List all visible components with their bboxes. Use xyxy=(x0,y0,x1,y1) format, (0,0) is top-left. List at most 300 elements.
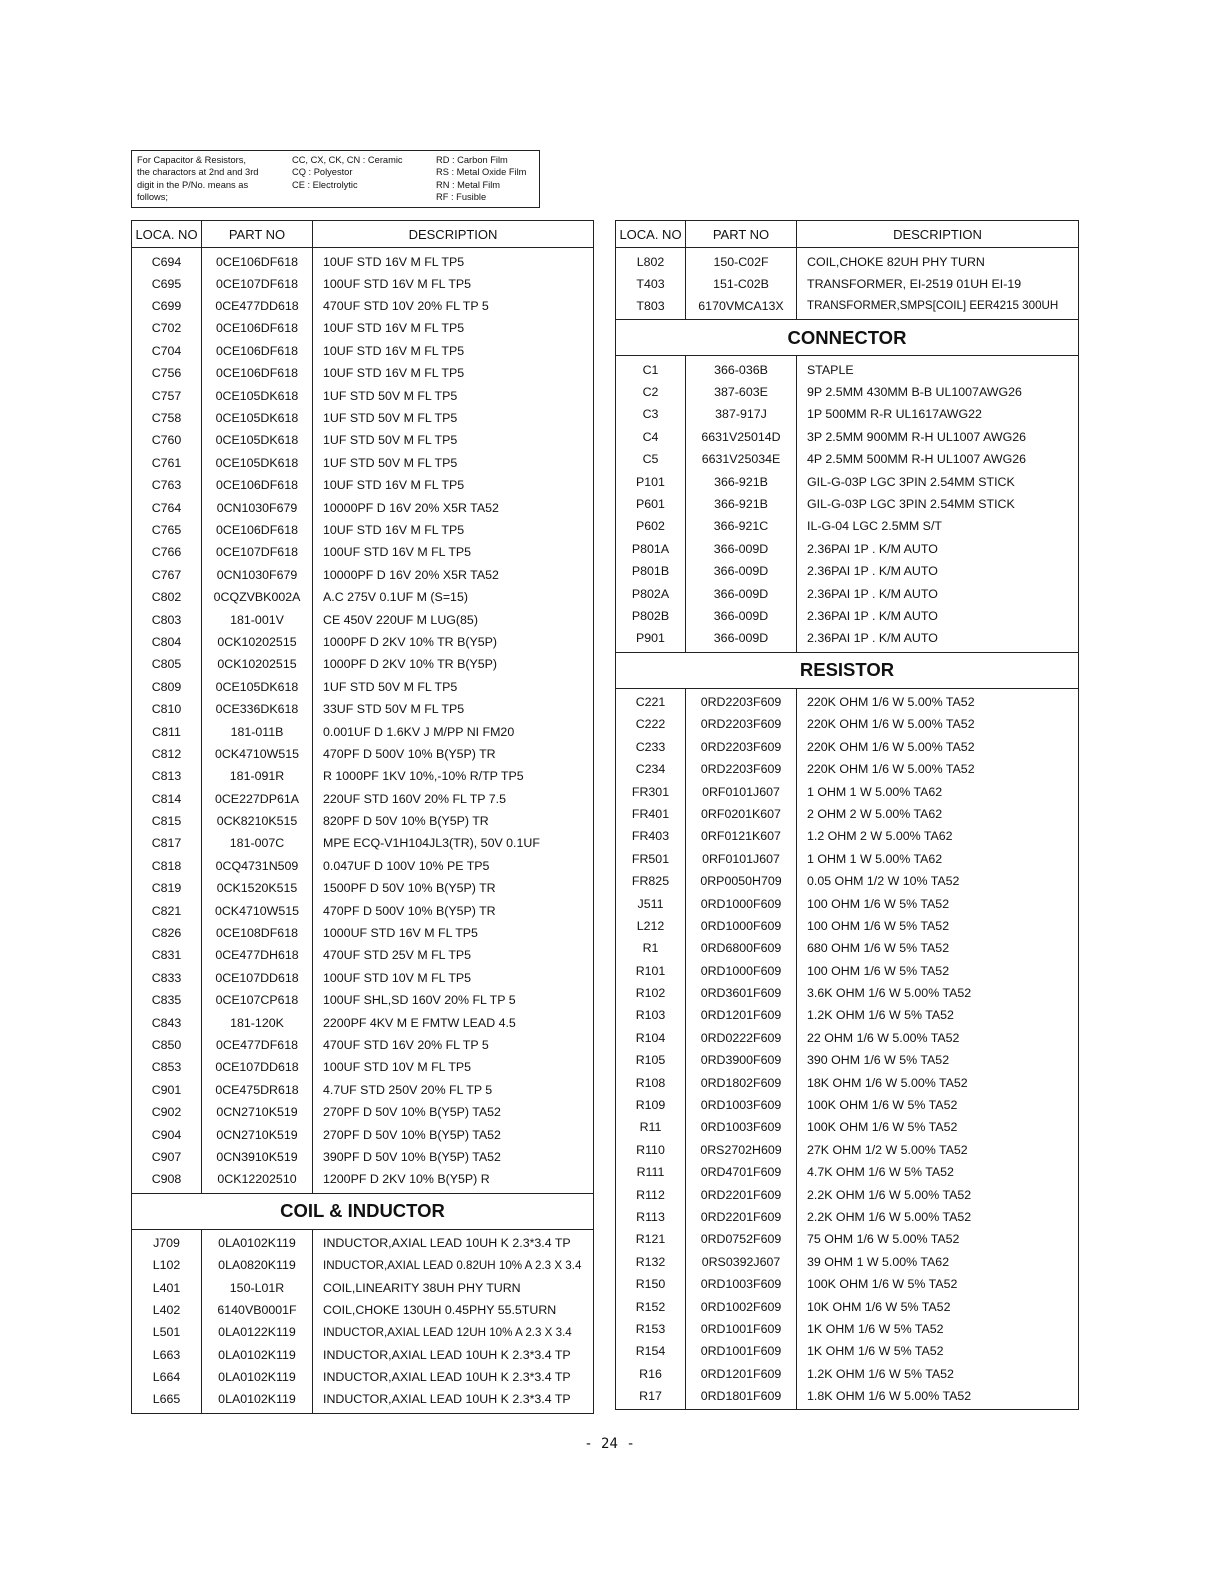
description-cell: 75 OHM 1/6 W 5.00% TA52 xyxy=(797,1228,1079,1250)
description-cell: GIL-G-03P LGC 3PIN 2.54MM STICK xyxy=(797,493,1079,515)
part-no-cell: 0CE105DK618 xyxy=(202,429,313,451)
description-cell: 10UF STD 16V M FL TP5 xyxy=(313,474,594,496)
loca-no-cell: C813 xyxy=(132,765,202,787)
loca-no-cell: C835 xyxy=(132,989,202,1011)
part-no-cell: 0RD1002F609 xyxy=(686,1295,797,1317)
part-no-cell: 0CE106DF618 xyxy=(202,474,313,496)
table-row xyxy=(132,989,594,1011)
part-no-cell: 0LA0122K119 xyxy=(202,1321,313,1343)
description-cell: 390PF D 50V 10% B(Y5P) TA52 xyxy=(313,1146,594,1168)
part-no-cell: 0LA0102K119 xyxy=(202,1388,313,1413)
table-row xyxy=(616,780,1079,802)
description-cell: 1UF STD 50V M FL TP5 xyxy=(313,384,594,406)
loca-no-cell: FR401 xyxy=(616,803,686,825)
loca-no-cell: C809 xyxy=(132,676,202,698)
header-loca-no: LOCA. NO xyxy=(616,221,686,248)
table-row xyxy=(132,720,594,742)
loca-no-cell: P802B xyxy=(616,605,686,627)
loca-no-cell: C812 xyxy=(132,743,202,765)
description-cell: 1UF STD 50V M FL TP5 xyxy=(313,452,594,474)
description-cell: 1000PF D 2KV 10% TR B(Y5P) xyxy=(313,631,594,653)
description-cell: 33UF STD 50V M FL TP5 xyxy=(313,698,594,720)
description-cell: 470PF D 500V 10% B(Y5P) TR xyxy=(313,899,594,921)
part-no-cell: 0RP0050H709 xyxy=(686,870,797,892)
description-cell: INDUCTOR,AXIAL LEAD 10UH K 2.3*3.4 TP xyxy=(313,1229,594,1254)
part-no-cell: 0RD4701F609 xyxy=(686,1161,797,1183)
parts-table-right xyxy=(615,220,1079,1410)
description-cell: 0.001UF D 1.6KV J M/PP NI FM20 xyxy=(313,720,594,742)
description-cell: 100UF STD 10V M FL TP5 xyxy=(313,1056,594,1078)
description-cell: 1UF STD 50V M FL TP5 xyxy=(313,407,594,429)
loca-no-cell: L102 xyxy=(132,1254,202,1276)
legend-intro-line: For Capacitor & Resistors, xyxy=(137,155,247,165)
description-cell: TRANSFORMER, EI-2519 01UH EI-19 xyxy=(797,273,1079,295)
description-cell: 10UF STD 16V M FL TP5 xyxy=(313,248,594,273)
loca-no-cell: C758 xyxy=(132,407,202,429)
loca-no-cell: C704 xyxy=(132,340,202,362)
loca-no-cell: C763 xyxy=(132,474,202,496)
part-no-cell: 0CE107DF618 xyxy=(202,541,313,563)
table-row xyxy=(616,627,1079,652)
legend-resistor-codes xyxy=(436,154,526,203)
section-header-row xyxy=(132,1193,594,1229)
table-row xyxy=(616,1071,1079,1093)
part-no-cell: 0RD2201F609 xyxy=(686,1183,797,1205)
table-row xyxy=(616,538,1079,560)
description-cell: 1500PF D 50V 10% B(Y5P) TR xyxy=(313,877,594,899)
loca-no-cell: R111 xyxy=(616,1161,686,1183)
description-cell: 2200PF 4KV M E FMTW LEAD 4.5 xyxy=(313,1011,594,1033)
part-no-cell: 0RS0392J607 xyxy=(686,1251,797,1273)
description-cell: 2.2K OHM 1/6 W 5.00% TA52 xyxy=(797,1183,1079,1205)
part-no-cell: 0CN2710K519 xyxy=(202,1101,313,1123)
description-cell: 390 OHM 1/6 W 5% TA52 xyxy=(797,1049,1079,1071)
part-no-cell: 181-091R xyxy=(202,765,313,787)
loca-no-cell: L665 xyxy=(132,1388,202,1413)
loca-no-cell: L664 xyxy=(132,1366,202,1388)
description-cell: 100UF SHL,SD 160V 20% FL TP 5 xyxy=(313,989,594,1011)
description-cell: 10000PF D 16V 20% X5R TA52 xyxy=(313,496,594,518)
section-header-row xyxy=(616,652,1079,688)
loca-no-cell: C761 xyxy=(132,452,202,474)
table-row xyxy=(132,1254,594,1276)
loca-no-cell: C831 xyxy=(132,944,202,966)
part-no-cell: 0RD0752F609 xyxy=(686,1228,797,1250)
part-no-cell: 0RD0222F609 xyxy=(686,1027,797,1049)
loca-no-cell: C2 xyxy=(616,381,686,403)
description-cell: 1.8K OHM 1/6 W 5.00% TA52 xyxy=(797,1385,1079,1410)
table-row xyxy=(132,1146,594,1168)
loca-no-cell: C221 xyxy=(616,688,686,713)
table-row xyxy=(132,340,594,362)
table-row xyxy=(132,317,594,339)
table-row xyxy=(616,825,1079,847)
part-no-cell: 366-921C xyxy=(686,515,797,537)
part-no-cell: 0RD1000F609 xyxy=(686,915,797,937)
description-cell: INDUCTOR,AXIAL LEAD 10UH K 2.3*3.4 TP xyxy=(313,1344,594,1366)
table-row xyxy=(132,474,594,496)
table-row xyxy=(616,1251,1079,1273)
description-cell: 820PF D 50V 10% B(Y5P) TR xyxy=(313,810,594,832)
description-cell: 9P 2.5MM 430MM B-B UL1007AWG26 xyxy=(797,381,1079,403)
table-row xyxy=(132,653,594,675)
loca-no-cell: R11 xyxy=(616,1116,686,1138)
table-row xyxy=(616,803,1079,825)
table-row xyxy=(616,1094,1079,1116)
part-no-cell: 6631V25034E xyxy=(686,448,797,470)
description-cell: 4.7K OHM 1/6 W 5% TA52 xyxy=(797,1161,1079,1183)
table-row xyxy=(132,967,594,989)
loca-no-cell: C805 xyxy=(132,653,202,675)
part-no-cell: 0RD2203F609 xyxy=(686,736,797,758)
table-row xyxy=(132,855,594,877)
table-header-row xyxy=(132,221,594,248)
legend-code: RD : Carbon Film xyxy=(436,155,508,165)
loca-no-cell: C233 xyxy=(616,736,686,758)
description-cell: 2.36PAI 1P . K/M AUTO xyxy=(797,627,1079,652)
part-no-cell: 0CE477DH618 xyxy=(202,944,313,966)
table-row xyxy=(132,922,594,944)
table-row xyxy=(132,1034,594,1056)
table-row xyxy=(616,248,1079,273)
loca-no-cell: P101 xyxy=(616,470,686,492)
description-cell: 2.36PAI 1P . K/M AUTO xyxy=(797,605,1079,627)
loca-no-cell: FR301 xyxy=(616,780,686,802)
part-no-cell: 181-007C xyxy=(202,832,313,854)
table-row xyxy=(132,1229,594,1254)
loca-no-cell: FR501 xyxy=(616,848,686,870)
table-row xyxy=(616,1273,1079,1295)
loca-no-cell: R110 xyxy=(616,1139,686,1161)
part-no-cell: 0RD1001F609 xyxy=(686,1318,797,1340)
table-row xyxy=(132,676,594,698)
loca-no-cell: R108 xyxy=(616,1071,686,1093)
part-no-cell: 0CE106DF618 xyxy=(202,519,313,541)
loca-no-cell: C904 xyxy=(132,1123,202,1145)
part-no-cell: 0CE105DK618 xyxy=(202,676,313,698)
description-cell: STAPLE xyxy=(797,356,1079,381)
table-row xyxy=(132,1101,594,1123)
part-no-cell: 0CK12202510 xyxy=(202,1168,313,1193)
loca-no-cell: C695 xyxy=(132,273,202,295)
description-cell: INDUCTOR,AXIAL LEAD 0.82UH 10% A 2.3 X 3.4 xyxy=(313,1254,594,1276)
loca-no-cell: C767 xyxy=(132,564,202,586)
loca-no-cell: C814 xyxy=(132,787,202,809)
description-cell: 3.6K OHM 1/6 W 5.00% TA52 xyxy=(797,982,1079,1004)
description-cell: MPE ECQ-V1H104JL3(TR), 50V 0.1UF xyxy=(313,832,594,854)
loca-no-cell: R112 xyxy=(616,1183,686,1205)
table-row xyxy=(616,470,1079,492)
part-no-cell: 0CE227DP61A xyxy=(202,787,313,809)
part-no-cell: 0RD1201F609 xyxy=(686,1363,797,1385)
description-cell: 100UF STD 16V M FL TP5 xyxy=(313,541,594,563)
part-no-cell: 0CE107CP618 xyxy=(202,989,313,1011)
loca-no-cell: C765 xyxy=(132,519,202,541)
part-no-cell: 0CK4710W515 xyxy=(202,743,313,765)
loca-no-cell: R153 xyxy=(616,1318,686,1340)
description-cell: A.C 275V 0.1UF M (S=15) xyxy=(313,586,594,608)
description-cell: 4P 2.5MM 500MM R-H UL1007 AWG26 xyxy=(797,448,1079,470)
table-header-row xyxy=(616,221,1079,248)
part-no-cell: 0LA0820K119 xyxy=(202,1254,313,1276)
table-row xyxy=(132,743,594,765)
part-no-cell: 0CE107DF618 xyxy=(202,273,313,295)
part-no-cell: 0LA0102K119 xyxy=(202,1229,313,1254)
loca-no-cell: R104 xyxy=(616,1027,686,1049)
part-no-cell: 0CN2710K519 xyxy=(202,1123,313,1145)
table-row xyxy=(616,848,1079,870)
part-no-cell: 0RD1003F609 xyxy=(686,1094,797,1116)
part-no-cell: 366-009D xyxy=(686,605,797,627)
loca-no-cell: L501 xyxy=(132,1321,202,1343)
description-cell: 1000PF D 2KV 10% TR B(Y5P) xyxy=(313,653,594,675)
part-no-cell: 0RD2203F609 xyxy=(686,688,797,713)
table-row xyxy=(616,758,1079,780)
loca-no-cell: FR403 xyxy=(616,825,686,847)
description-cell: 1.2 OHM 2 W 5.00% TA62 xyxy=(797,825,1079,847)
loca-no-cell: C850 xyxy=(132,1034,202,1056)
loca-no-cell: C764 xyxy=(132,496,202,518)
table-row xyxy=(616,1363,1079,1385)
part-no-cell: 0RF0201K607 xyxy=(686,803,797,825)
description-cell: 0.05 OHM 1/2 W 10% TA52 xyxy=(797,870,1079,892)
description-cell: 1UF STD 50V M FL TP5 xyxy=(313,429,594,451)
part-no-cell: 0CE105DK618 xyxy=(202,384,313,406)
table-row xyxy=(132,452,594,474)
table-row xyxy=(616,915,1079,937)
description-cell: 27K OHM 1/2 W 5.00% TA52 xyxy=(797,1139,1079,1161)
loca-no-cell: C234 xyxy=(616,758,686,780)
loca-no-cell: C702 xyxy=(132,317,202,339)
description-cell: 10000PF D 16V 20% X5R TA52 xyxy=(313,564,594,586)
loca-no-cell: C907 xyxy=(132,1146,202,1168)
description-cell: 100UF STD 10V M FL TP5 xyxy=(313,967,594,989)
description-cell: 220K OHM 1/6 W 5.00% TA52 xyxy=(797,736,1079,758)
part-no-cell: 0CK4710W515 xyxy=(202,899,313,921)
part-no-cell: 6140VB0001F xyxy=(202,1299,313,1321)
part-no-cell: 0CQZVBK002A xyxy=(202,586,313,608)
loca-no-cell: C815 xyxy=(132,810,202,832)
part-no-cell: 0CE336DK618 xyxy=(202,698,313,720)
part-no-cell: 0RD1003F609 xyxy=(686,1116,797,1138)
part-no-cell: 0RF0101J607 xyxy=(686,780,797,802)
part-no-cell: 0CE105DK618 xyxy=(202,407,313,429)
loca-no-cell: C699 xyxy=(132,295,202,317)
part-no-cell: 6170VMCA13X xyxy=(686,295,797,320)
loca-no-cell: P801B xyxy=(616,560,686,582)
part-no-cell: 366-036B xyxy=(686,356,797,381)
loca-no-cell: C811 xyxy=(132,720,202,742)
loca-no-cell: J511 xyxy=(616,892,686,914)
loca-no-cell: R132 xyxy=(616,1251,686,1273)
description-cell: 1000UF STD 16V M FL TP5 xyxy=(313,922,594,944)
loca-no-cell: P602 xyxy=(616,515,686,537)
description-cell: INDUCTOR,AXIAL LEAD 10UH K 2.3*3.4 TP xyxy=(313,1366,594,1388)
loca-no-cell: C756 xyxy=(132,362,202,384)
loca-no-cell: C222 xyxy=(616,713,686,735)
table-row xyxy=(132,631,594,653)
description-cell: GIL-G-03P LGC 3PIN 2.54MM STICK xyxy=(797,470,1079,492)
table-row xyxy=(132,1321,594,1343)
description-cell: 270PF D 50V 10% B(Y5P) TA52 xyxy=(313,1123,594,1145)
description-cell: 1 OHM 1 W 5.00% TA62 xyxy=(797,780,1079,802)
description-cell: 18K OHM 1/6 W 5.00% TA52 xyxy=(797,1071,1079,1093)
page-number: - 24 - xyxy=(584,1436,635,1452)
part-no-cell: 0LA0102K119 xyxy=(202,1366,313,1388)
table-row xyxy=(616,688,1079,713)
description-cell: 1.2K OHM 1/6 W 5% TA52 xyxy=(797,1363,1079,1385)
loca-no-cell: P801A xyxy=(616,538,686,560)
legend-intro xyxy=(137,154,279,203)
part-no-cell: 0CK10202515 xyxy=(202,631,313,653)
loca-no-cell: C802 xyxy=(132,586,202,608)
table-row xyxy=(132,944,594,966)
loca-no-cell: C5 xyxy=(616,448,686,470)
table-row xyxy=(616,982,1079,1004)
description-cell: 1K OHM 1/6 W 5% TA52 xyxy=(797,1340,1079,1362)
table-row xyxy=(616,381,1079,403)
part-no-cell: 0CN3910K519 xyxy=(202,1146,313,1168)
part-no-cell: 0CN1030F679 xyxy=(202,496,313,518)
table-row xyxy=(132,899,594,921)
table-row xyxy=(132,1344,594,1366)
description-cell: 100 OHM 1/6 W 5% TA52 xyxy=(797,959,1079,981)
loca-no-cell: C826 xyxy=(132,922,202,944)
table-row xyxy=(132,608,594,630)
description-cell: 22 OHM 1/6 W 5.00% TA52 xyxy=(797,1027,1079,1049)
legend-intro-line: the charactors at 2nd and 3rd xyxy=(137,167,259,178)
description-cell: 10UF STD 16V M FL TP5 xyxy=(313,519,594,541)
description-cell: 270PF D 50V 10% B(Y5P) TA52 xyxy=(313,1101,594,1123)
description-cell: IL-G-04 LGC 2.5MM S/T xyxy=(797,515,1079,537)
description-cell: 100K OHM 1/6 W 5% TA52 xyxy=(797,1273,1079,1295)
description-cell: 100K OHM 1/6 W 5% TA52 xyxy=(797,1116,1079,1138)
table-row xyxy=(616,403,1079,425)
part-no-cell: 0CE107DD618 xyxy=(202,1056,313,1078)
description-cell: 1200PF D 2KV 10% B(Y5P) R xyxy=(313,1168,594,1193)
description-cell: 220K OHM 1/6 W 5.00% TA52 xyxy=(797,758,1079,780)
table-row xyxy=(132,832,594,854)
table-row xyxy=(616,273,1079,295)
part-no-cell: 366-009D xyxy=(686,538,797,560)
loca-no-cell: C818 xyxy=(132,855,202,877)
table-row xyxy=(616,356,1079,381)
loca-no-cell: R109 xyxy=(616,1094,686,1116)
loca-no-cell: R103 xyxy=(616,1004,686,1026)
loca-no-cell: C757 xyxy=(132,384,202,406)
part-no-cell: 0RD1201F609 xyxy=(686,1004,797,1026)
legend-code: RN : Metal Film xyxy=(436,179,501,190)
description-cell: COIL,LINEARITY 38UH PHY TURN xyxy=(313,1277,594,1299)
description-cell: 10UF STD 16V M FL TP5 xyxy=(313,362,594,384)
description-cell: 1P 500MM R-R UL1617AWG22 xyxy=(797,403,1079,425)
description-cell: INDUCTOR,AXIAL LEAD 10UH K 2.3*3.4 TP xyxy=(313,1388,594,1413)
part-no-cell: 0RD1001F609 xyxy=(686,1340,797,1362)
legend-capacitor-codes xyxy=(292,154,403,191)
description-cell: 10UF STD 16V M FL TP5 xyxy=(313,340,594,362)
part-no-cell: 387-603E xyxy=(686,381,797,403)
part-no-cell: 366-921B xyxy=(686,493,797,515)
loca-no-cell: L212 xyxy=(616,915,686,937)
table-row xyxy=(132,496,594,518)
table-row xyxy=(616,1206,1079,1228)
description-cell: TRANSFORMER,SMPS[COIL] EER4215 300UH xyxy=(797,295,1079,320)
table-row xyxy=(132,248,594,273)
loca-no-cell: C4 xyxy=(616,426,686,448)
table-row xyxy=(132,698,594,720)
table-row xyxy=(132,273,594,295)
description-cell: 470UF STD 16V 20% FL TP 5 xyxy=(313,1034,594,1056)
part-no-cell: 0RD1000F609 xyxy=(686,892,797,914)
part-no-cell: 0CK8210K515 xyxy=(202,810,313,832)
table-row xyxy=(132,877,594,899)
loca-no-cell: L663 xyxy=(132,1344,202,1366)
part-no-cell: 0RD1000F609 xyxy=(686,959,797,981)
header-description: DESCRIPTION xyxy=(797,221,1079,248)
table-row xyxy=(616,892,1079,914)
part-no-cell: 0CK1520K515 xyxy=(202,877,313,899)
table-row xyxy=(616,959,1079,981)
table-row xyxy=(132,429,594,451)
table-row xyxy=(132,1123,594,1145)
part-no-cell: 181-120K xyxy=(202,1011,313,1033)
loca-no-cell: FR825 xyxy=(616,870,686,892)
description-cell: CE 450V 220UF M LUG(85) xyxy=(313,608,594,630)
table-row xyxy=(616,448,1079,470)
table-row xyxy=(132,541,594,563)
part-no-cell: 0CE105DK618 xyxy=(202,452,313,474)
table-row xyxy=(132,295,594,317)
part-no-cell: 366-009D xyxy=(686,582,797,604)
part-number-legend xyxy=(131,150,540,208)
loca-no-cell: C760 xyxy=(132,429,202,451)
table-row xyxy=(132,810,594,832)
part-no-cell: 387-917J xyxy=(686,403,797,425)
table-row xyxy=(132,765,594,787)
loca-no-cell: P802A xyxy=(616,582,686,604)
loca-no-cell: T403 xyxy=(616,273,686,295)
part-no-cell: 0RD3900F609 xyxy=(686,1049,797,1071)
description-cell: 1K OHM 1/6 W 5% TA52 xyxy=(797,1318,1079,1340)
table-row xyxy=(616,1116,1079,1138)
header-part-no: PART NO xyxy=(202,221,313,248)
table-row xyxy=(616,515,1079,537)
part-no-cell: 0RD1801F609 xyxy=(686,1385,797,1410)
legend-code: RS : Metal Oxide Film xyxy=(436,167,527,178)
part-no-cell: 0CQ4731N509 xyxy=(202,855,313,877)
table-row xyxy=(132,586,594,608)
part-no-cell: 0LA0102K119 xyxy=(202,1344,313,1366)
table-row xyxy=(616,493,1079,515)
part-no-cell: 181-011B xyxy=(202,720,313,742)
loca-no-cell: L802 xyxy=(616,248,686,273)
loca-no-cell: R121 xyxy=(616,1228,686,1250)
table-row xyxy=(132,362,594,384)
loca-no-cell: P601 xyxy=(616,493,686,515)
part-no-cell: 0CE477DF618 xyxy=(202,1034,313,1056)
part-no-cell: 0CE475DR618 xyxy=(202,1079,313,1101)
part-no-cell: 150-C02F xyxy=(686,248,797,273)
table-row xyxy=(616,713,1079,735)
loca-no-cell: C694 xyxy=(132,248,202,273)
table-row xyxy=(132,564,594,586)
part-no-cell: 151-C02B xyxy=(686,273,797,295)
loca-no-cell: R113 xyxy=(616,1206,686,1228)
loca-no-cell: C902 xyxy=(132,1101,202,1123)
table-row xyxy=(132,1388,594,1413)
table-row xyxy=(132,1366,594,1388)
loca-no-cell: L401 xyxy=(132,1277,202,1299)
